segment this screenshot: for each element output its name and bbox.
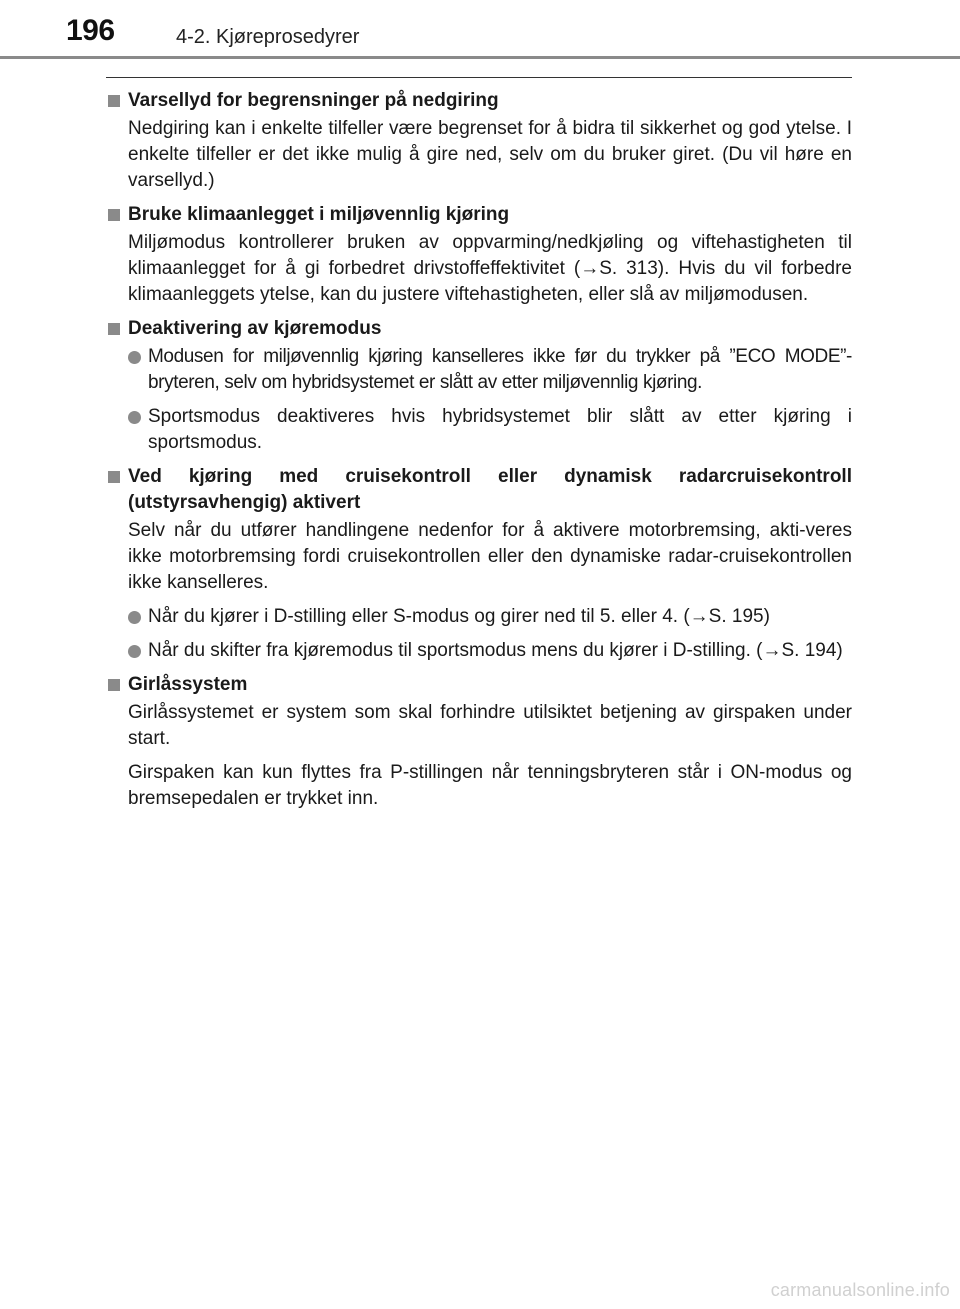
round-bullet-icon xyxy=(128,411,141,424)
list-item: Modusen for miljøvennlig kjøring kanselleres ikke før du trykker på ”ECO MODE”-bryteren, selv om hybridsystemet er slått av etter miljøvennlig kjøring. xyxy=(106,344,852,396)
round-bullet-icon xyxy=(128,351,141,364)
square-bullet-icon xyxy=(108,679,120,691)
section-eco-climate xyxy=(106,202,852,308)
section-drive-mode-deactivation xyxy=(106,316,852,456)
header-divider xyxy=(0,56,960,59)
paragraph: Nedgiring kan i enkelte tilfeller være begrenset for å bidra til sikkerhet og god ytelse. I enkelte tilfeller er det ikke mulig å gire ned, selv om du bruker giret. (Du vil høre en varsellyd.) xyxy=(128,118,852,191)
round-bullet-icon xyxy=(128,645,141,658)
list-item: Når du skifter fra kjøremodus til sportsmodus mens du kjører i D-stilling. (→S. 194) xyxy=(106,638,852,664)
section-heading: Varsellyd for begrensninger på nedgiring xyxy=(106,88,852,114)
page-number: 196 xyxy=(66,14,115,47)
section-heading: Bruke klimaanlegget i miljøvennlig kjøring xyxy=(106,202,852,228)
list-item: Sportsmodus deaktiveres hvis hybridsystemet blir slått av etter kjøring i sportsmodus. xyxy=(106,404,852,456)
section-shift-lock xyxy=(106,672,852,812)
page-content xyxy=(106,88,852,820)
page-header xyxy=(0,0,960,62)
section-heading: Ved kjøring med cruisekontroll eller dynamisk radarcruisekontroll (utstyrsavhengig) aktivert xyxy=(106,464,852,516)
square-bullet-icon xyxy=(108,471,120,483)
round-bullet-icon xyxy=(128,611,141,624)
watermark-text: carmanualsonline.info xyxy=(770,1280,950,1300)
paragraph: Miljømodus kontrollerer bruken av oppvarming/nedkjøling og viftehastigheten til klimaanlegget for å gi forbedret drivstoffeffektivitet (→S. 313). Hvis du vil forbedre klimaanleggets ytelse, kan du justere viftehastigheten, eller slå av miljømodusen. xyxy=(128,232,852,305)
square-bullet-icon xyxy=(108,209,120,221)
section-heading: Girlåssystem xyxy=(106,672,852,698)
paragraph: Girspaken kan kun flyttes fra P-stillingen når tenningsbryteren står i ON-modus og bremsepedalen er trykket inn. xyxy=(128,762,852,809)
section-cruise-control xyxy=(106,464,852,664)
list-item: Når du kjører i D-stilling eller S-modus og girer ned til 5. eller 4. (→S. 195) xyxy=(106,604,852,630)
square-bullet-icon xyxy=(108,95,120,107)
content-top-rule xyxy=(106,77,852,78)
section-downshift-warning xyxy=(106,88,852,194)
paragraph: Selv når du utfører handlingene nedenfor for å aktivere motorbremsing, akti-veres ikke motorbremsing fordi cruisekontrollen eller den dynamiske radar-cruisekontrollen ikke kanselleres. xyxy=(128,520,852,593)
square-bullet-icon xyxy=(108,323,120,335)
paragraph: Girlåssystemet er system som skal forhindre utilsiktet betjening av girspaken under start. xyxy=(128,702,852,749)
section-title: 4-2. Kjøreprosedyrer xyxy=(176,26,360,48)
section-heading: Deaktivering av kjøremodus xyxy=(106,316,852,342)
